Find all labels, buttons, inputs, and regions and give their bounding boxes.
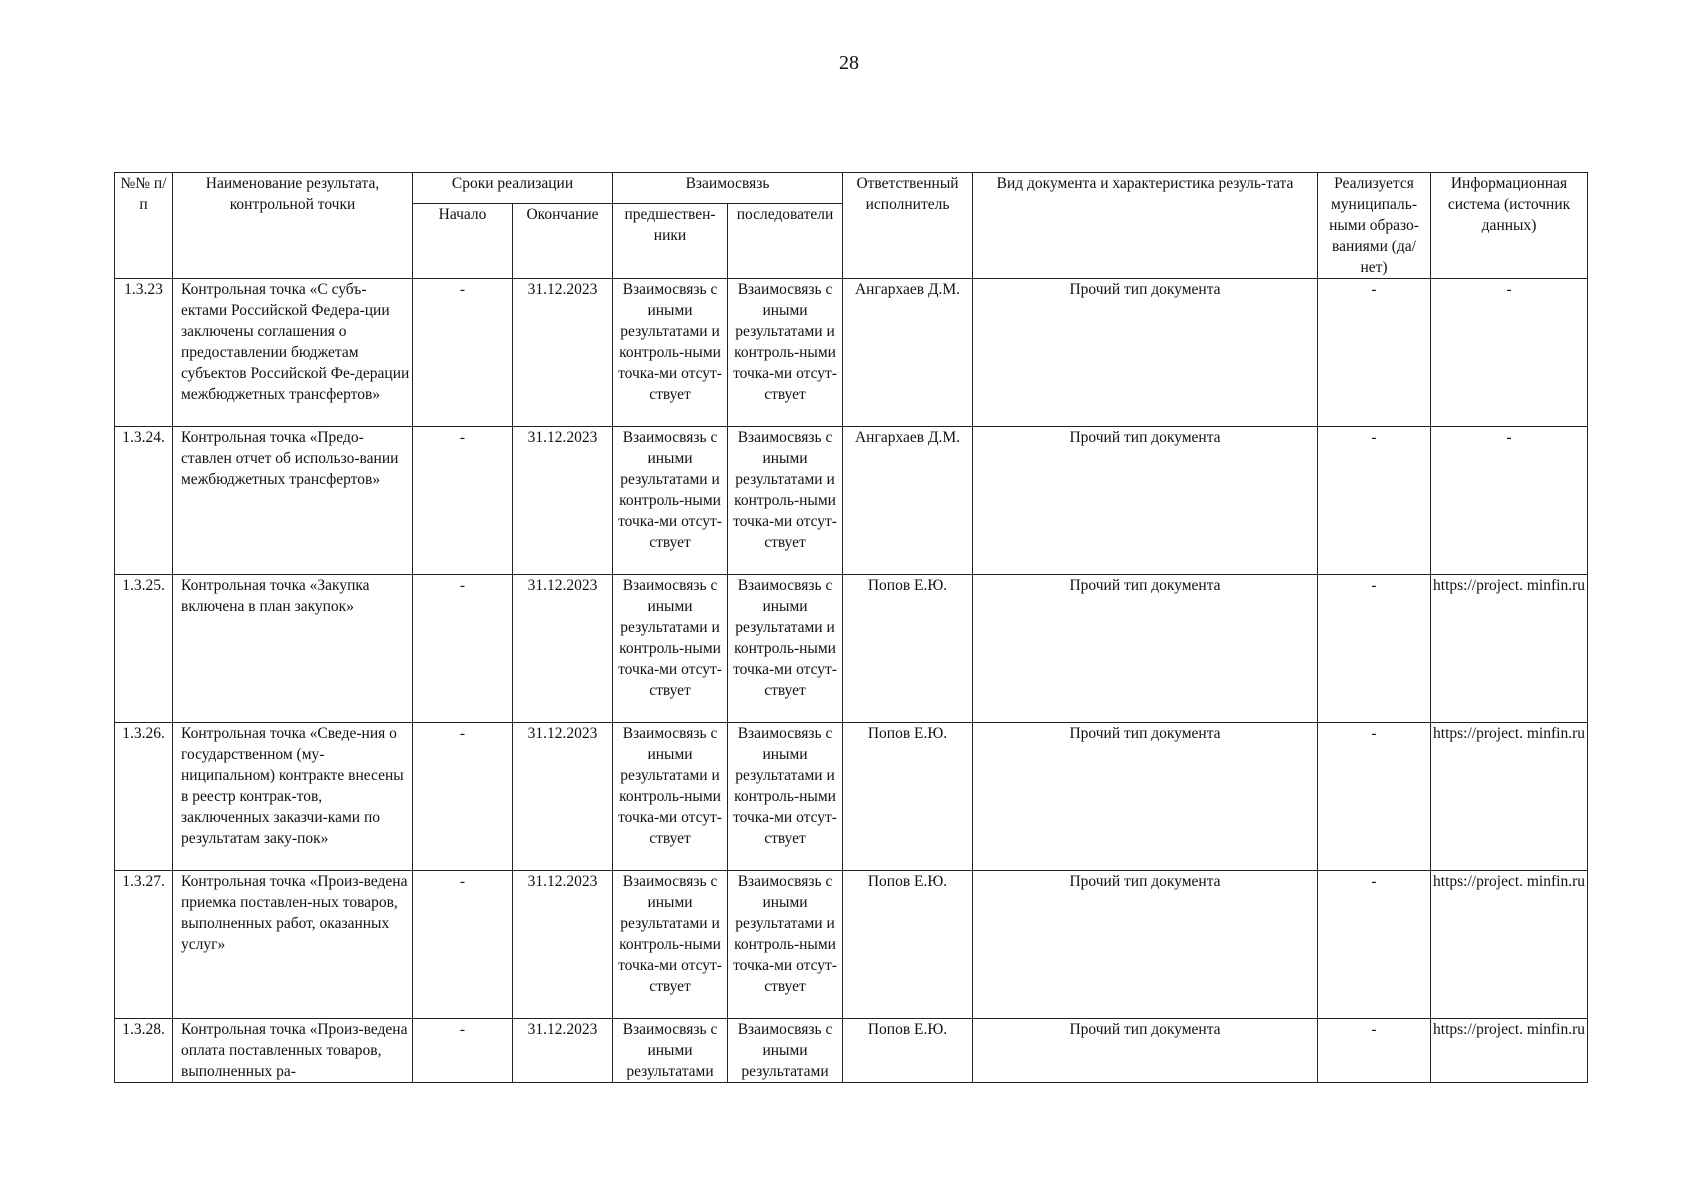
row-start: - xyxy=(413,427,513,575)
row-resp: Ангархаев Д.М. xyxy=(843,279,973,427)
row-doc: Прочий тип документа xyxy=(973,871,1318,1019)
row-succ: Взаимосвязь с иными результатами и контроль-ными точка-ми отсут-ствует xyxy=(728,723,843,871)
row-start: - xyxy=(413,575,513,723)
row-num: 1.3.23 xyxy=(115,279,173,427)
row-doc: Прочий тип документа xyxy=(973,723,1318,871)
table-row xyxy=(115,575,1588,723)
row-num: 1.3.25. xyxy=(115,575,173,723)
row-name: Контрольная точка «Произ-ведена приемка поставлен-ных товаров, выполненных работ, оказанных услуг» xyxy=(173,871,413,1019)
row-resp: Попов Е.Ю. xyxy=(843,575,973,723)
table-row xyxy=(115,723,1588,871)
row-succ: Взаимосвязь с иными результатами и контроль-ными точка-ми отсут-ствует xyxy=(728,575,843,723)
header-row-1 xyxy=(115,173,1588,204)
row-mun: - xyxy=(1318,723,1431,871)
row-info: https://project. minfin.ru xyxy=(1431,723,1588,871)
row-start: - xyxy=(413,279,513,427)
header-end: Окончание xyxy=(513,204,613,279)
row-succ: Взаимосвязь с иными результатами xyxy=(728,1019,843,1083)
row-num: 1.3.28. xyxy=(115,1019,173,1083)
row-pred: Взаимосвязь с иными результатами и контроль-ными точка-ми отсут-ствует xyxy=(613,871,728,1019)
row-pred: Взаимосвязь с иными результатами xyxy=(613,1019,728,1083)
row-end: 31.12.2023 xyxy=(513,871,613,1019)
row-name: Контрольная точка «Произ-ведена оплата поставленных товаров, выполненных ра- xyxy=(173,1019,413,1083)
row-mun: - xyxy=(1318,575,1431,723)
row-num: 1.3.26. xyxy=(115,723,173,871)
row-start: - xyxy=(413,871,513,1019)
row-mun: - xyxy=(1318,871,1431,1019)
row-start: - xyxy=(413,723,513,871)
row-name: Контрольная точка «Закупка включена в план закупок» xyxy=(173,575,413,723)
header-name: Наименование результата, контрольной точки xyxy=(173,173,413,279)
row-info: - xyxy=(1431,427,1588,575)
row-start: - xyxy=(413,1019,513,1083)
row-end: 31.12.2023 xyxy=(513,279,613,427)
row-mun: - xyxy=(1318,427,1431,575)
row-name: Контрольная точка «Предо-ставлен отчет об использо-вании межбюджетных трансфертов» xyxy=(173,427,413,575)
row-pred: Взаимосвязь с иными результатами и контроль-ными точка-ми отсут-ствует xyxy=(613,427,728,575)
row-name: Контрольная точка «С субъ-ектами Российской Федера-ции заключены соглашения о предоставлении бюджетам субъектов Российской Фе-дерации межбюджетных трансфертов» xyxy=(173,279,413,427)
results-table xyxy=(114,172,1588,1083)
header-doc: Вид документа и характеристика резуль-тата xyxy=(973,173,1318,279)
row-info: - xyxy=(1431,279,1588,427)
row-info: https://project. minfin.ru xyxy=(1431,1019,1588,1083)
row-mun: - xyxy=(1318,1019,1431,1083)
row-mun: - xyxy=(1318,279,1431,427)
row-resp: Ангархаев Д.М. xyxy=(843,427,973,575)
row-pred: Взаимосвязь с иными результатами и контроль-ными точка-ми отсут-ствует xyxy=(613,279,728,427)
header-pred: предшествен-ники xyxy=(613,204,728,279)
row-doc: Прочий тип документа xyxy=(973,279,1318,427)
row-name: Контрольная точка «Сведе-ния о государственном (му-ниципальном) контракте внесены в реестр контрак-тов, заключенных заказчи-ками по результатам заку-пок» xyxy=(173,723,413,871)
row-end: 31.12.2023 xyxy=(513,723,613,871)
row-end: 31.12.2023 xyxy=(513,575,613,723)
table-row xyxy=(115,427,1588,575)
header-link: Взаимосвязь xyxy=(613,173,843,204)
table-row xyxy=(115,279,1588,427)
header-resp: Ответственный исполнитель xyxy=(843,173,973,279)
row-doc: Прочий тип документа xyxy=(973,575,1318,723)
table-row xyxy=(115,1019,1588,1083)
row-resp: Попов Е.Ю. xyxy=(843,871,973,1019)
header-info: Информационная система (источник данных) xyxy=(1431,173,1588,279)
row-succ: Взаимосвязь с иными результатами и контроль-ными точка-ми отсут-ствует xyxy=(728,427,843,575)
row-info: https://project. minfin.ru xyxy=(1431,871,1588,1019)
row-resp: Попов Е.Ю. xyxy=(843,1019,973,1083)
row-pred: Взаимосвязь с иными результатами и контроль-ными точка-ми отсут-ствует xyxy=(613,575,728,723)
header-start: Начало xyxy=(413,204,513,279)
header-succ: последователи xyxy=(728,204,843,279)
row-succ: Взаимосвязь с иными результатами и контроль-ными точка-ми отсут-ствует xyxy=(728,871,843,1019)
row-doc: Прочий тип документа xyxy=(973,427,1318,575)
row-doc: Прочий тип документа xyxy=(973,1019,1318,1083)
row-info: https://project. minfin.ru xyxy=(1431,575,1588,723)
table-row xyxy=(115,871,1588,1019)
header-mun: Реализуется муниципаль-ными образо-ваниями (да/нет) xyxy=(1318,173,1431,279)
row-succ: Взаимосвязь с иными результатами и контроль-ными точка-ми отсут-ствует xyxy=(728,279,843,427)
header-terms: Сроки реализации xyxy=(413,173,613,204)
row-end: 31.12.2023 xyxy=(513,427,613,575)
row-end: 31.12.2023 xyxy=(513,1019,613,1083)
row-num: 1.3.27. xyxy=(115,871,173,1019)
row-num: 1.3.24. xyxy=(115,427,173,575)
header-num: №№ п/п xyxy=(115,173,173,279)
row-resp: Попов Е.Ю. xyxy=(843,723,973,871)
row-pred: Взаимосвязь с иными результатами и контроль-ными точка-ми отсут-ствует xyxy=(613,723,728,871)
page-number: 28 xyxy=(839,52,859,74)
